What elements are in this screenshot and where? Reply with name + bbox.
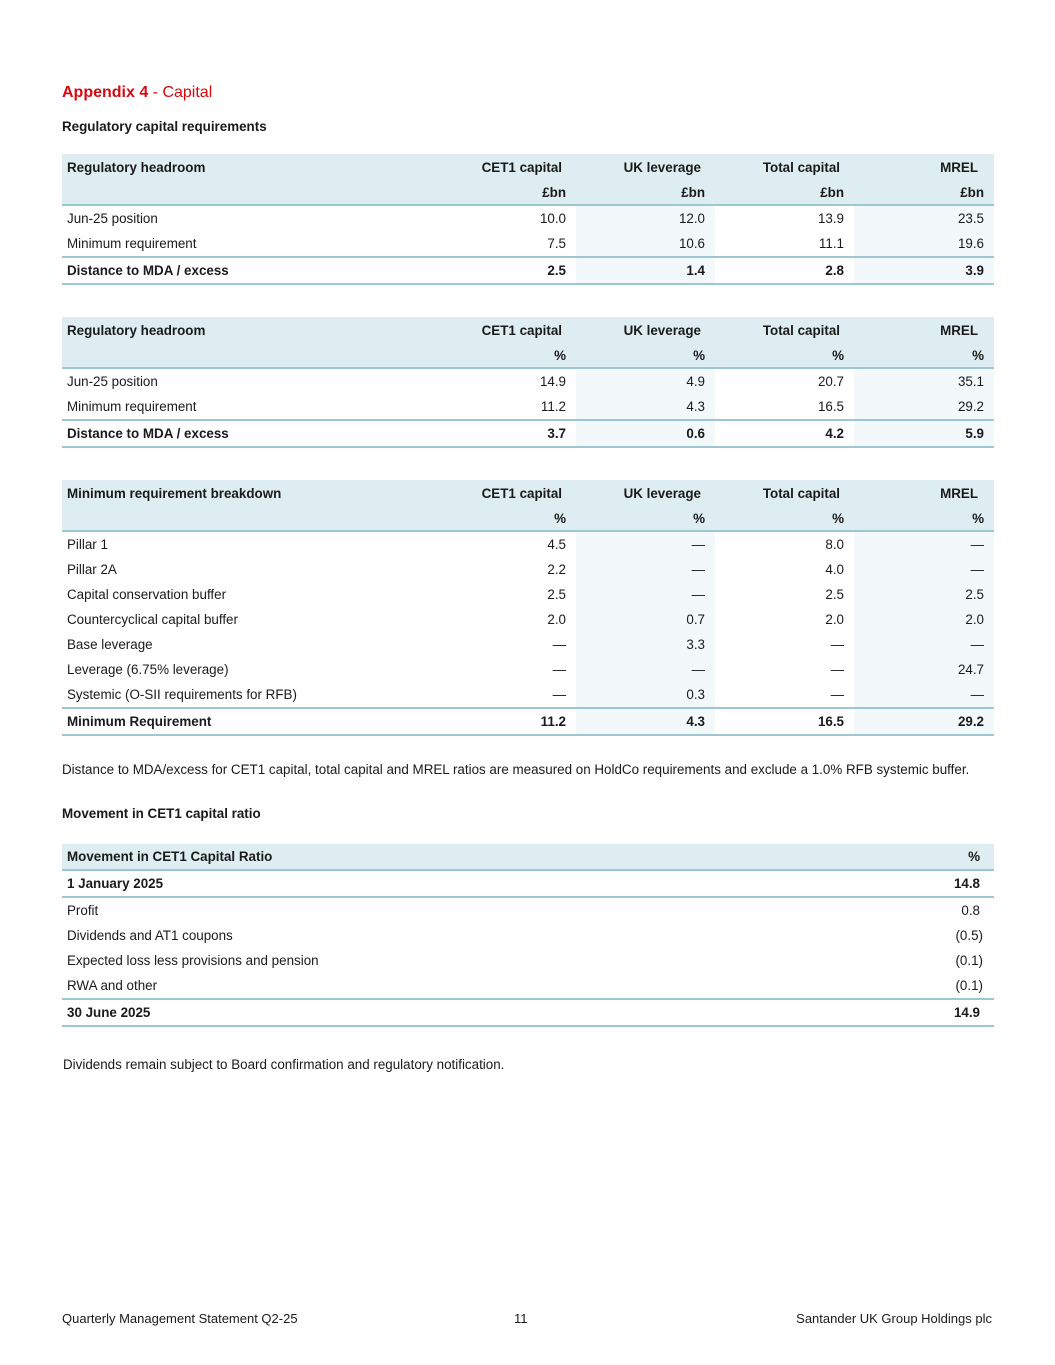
col-total-capital: Total capital — [715, 480, 854, 506]
page-content — [62, 84, 994, 1072]
cell: 12.0 — [576, 205, 715, 231]
cell: — — [854, 557, 994, 582]
cell: — — [552, 687, 566, 702]
cell: 0.8 — [961, 903, 980, 918]
cell: 2.8 — [715, 257, 854, 284]
regulatory-headroom-bn-table — [62, 154, 994, 285]
table-row — [62, 394, 994, 420]
units-spacer — [62, 343, 437, 368]
table-row — [62, 205, 994, 231]
unit-cell: % — [854, 343, 994, 368]
unit-cell: % — [576, 506, 715, 531]
appendix-number: Appendix 4 — [62, 84, 149, 101]
col-total-capital: Total capital — [715, 154, 854, 180]
cell: — — [830, 637, 844, 652]
section-title-cet1-movement: Movement in CET1 capital ratio — [62, 806, 261, 821]
cell: — — [552, 662, 566, 677]
unit-cell: % — [528, 844, 994, 870]
unit-cell: £bn — [576, 180, 715, 205]
table-header-row — [62, 317, 994, 343]
col-cet1: CET1 capital — [437, 154, 576, 180]
row-label: Countercyclical capital buffer — [67, 612, 238, 627]
units-spacer — [62, 180, 437, 205]
table-row — [62, 231, 994, 257]
cell: 2.0 — [825, 612, 844, 627]
table-units-row — [62, 180, 994, 205]
table-units-row — [62, 343, 994, 368]
cell: 13.9 — [817, 211, 844, 226]
row-label: Minimum requirement — [67, 399, 197, 414]
cell: 23.5 — [854, 205, 994, 231]
col-cet1: CET1 capital — [437, 317, 576, 343]
regulatory-headroom-pct-table — [62, 317, 994, 448]
cell: 19.6 — [854, 231, 994, 257]
row-label: RWA and other — [67, 978, 158, 993]
unit-cell: % — [715, 343, 854, 368]
appendix-subject: - Capital — [148, 84, 213, 101]
cell: 3.7 — [437, 420, 576, 447]
unit-cell: % — [576, 343, 715, 368]
appendix-title — [62, 84, 994, 102]
cell: 29.2 — [854, 394, 994, 420]
table-header-row — [62, 844, 994, 870]
cell: — — [576, 657, 715, 682]
cell: (0.1) — [955, 953, 983, 968]
row-label: Capital conservation buffer — [67, 587, 227, 602]
cell: (0.1) — [955, 978, 983, 993]
cell: 4.0 — [825, 562, 844, 577]
unit-cell: £bn — [715, 180, 854, 205]
col-uk-leverage: UK leverage — [576, 480, 715, 506]
header-label: Regulatory headroom — [62, 154, 437, 180]
col-uk-leverage: UK leverage — [576, 317, 715, 343]
row-label: Profit — [67, 903, 99, 918]
unit-cell: £bn — [437, 180, 576, 205]
cell: 4.2 — [715, 420, 854, 447]
cell: 2.0 — [547, 612, 566, 627]
unit-cell: % — [437, 506, 576, 531]
cell: 2.0 — [854, 607, 994, 632]
table-row — [62, 682, 994, 708]
cell: 4.5 — [547, 537, 566, 552]
cell: 0.3 — [576, 682, 715, 708]
cell: — — [576, 557, 715, 582]
row-label: Systemic (O-SII requirements for RFB) — [67, 687, 297, 702]
table-row — [62, 973, 994, 999]
table-units-row — [62, 506, 994, 531]
col-mrel: MREL — [854, 154, 994, 180]
cell: 1.4 — [576, 257, 715, 284]
row-label: Distance to MDA / excess — [62, 420, 437, 447]
table-total-row — [62, 708, 994, 735]
row-label: Distance to MDA / excess — [62, 257, 437, 284]
row-label: 30 June 2025 — [62, 999, 528, 1026]
row-label: Pillar 1 — [67, 537, 108, 552]
cell: — — [576, 531, 715, 557]
row-label: Base leverage — [67, 637, 153, 652]
cell: 29.2 — [854, 708, 994, 735]
cell: — — [854, 531, 994, 557]
col-uk-leverage: UK leverage — [576, 154, 715, 180]
cell: 4.9 — [576, 368, 715, 394]
col-total-capital: Total capital — [715, 317, 854, 343]
cell: 7.5 — [547, 236, 566, 251]
cell: 0.7 — [576, 607, 715, 632]
row-label: Jun-25 position — [67, 211, 158, 226]
cell: — — [830, 687, 844, 702]
mda-footnote: Distance to MDA/excess for CET1 capital, total capital and MREL ratios are measured on HoldCo requirements and exclude a 1.0% RFB systemic buffer. — [62, 762, 970, 777]
table-row — [62, 368, 994, 394]
cell: 24.7 — [854, 657, 994, 682]
table-row — [62, 948, 994, 973]
cell: 5.9 — [854, 420, 994, 447]
opening-row — [62, 870, 994, 897]
row-label: 1 January 2025 — [62, 870, 528, 897]
cell: 3.9 — [854, 257, 994, 284]
footer-document-title: Quarterly Management Statement Q2-25 — [62, 1311, 298, 1326]
cell: — — [576, 582, 715, 607]
cell: 16.5 — [817, 399, 844, 414]
cell: 4.3 — [576, 708, 715, 735]
unit-cell: % — [715, 506, 854, 531]
cell: 0.6 — [576, 420, 715, 447]
section-title-regulatory-capital: Regulatory capital requirements — [62, 119, 267, 134]
table-row — [62, 557, 994, 582]
table-total-row — [62, 420, 994, 447]
table-row — [62, 582, 994, 607]
closing-row — [62, 999, 994, 1026]
cet1-movement-table — [62, 844, 994, 1027]
col-cet1: CET1 capital — [437, 480, 576, 506]
cell: — — [854, 682, 994, 708]
table-row — [62, 897, 994, 923]
header-label: Movement in CET1 Capital Ratio — [62, 844, 528, 870]
cell: 2.5 — [437, 257, 576, 284]
unit-cell: % — [854, 506, 994, 531]
unit-cell: % — [437, 343, 576, 368]
table-row — [62, 607, 994, 632]
row-label: Dividends and AT1 coupons — [67, 928, 233, 943]
table-row — [62, 923, 994, 948]
footer-company-name: Santander UK Group Holdings plc — [796, 1311, 992, 1326]
table-header-row — [62, 154, 994, 180]
row-label: Jun-25 position — [67, 374, 158, 389]
header-label: Regulatory headroom — [62, 317, 437, 343]
row-label: Expected loss less provisions and pension — [67, 953, 319, 968]
col-mrel: MREL — [854, 480, 994, 506]
cell: 35.1 — [854, 368, 994, 394]
row-label: Pillar 2A — [67, 562, 117, 577]
table-header-row — [62, 480, 994, 506]
table-row — [62, 657, 994, 682]
cell: 20.7 — [817, 374, 844, 389]
cell: — — [830, 662, 844, 677]
minimum-requirement-breakdown-table — [62, 480, 994, 736]
table-row — [62, 632, 994, 657]
cell: 14.9 — [528, 999, 994, 1026]
table-total-row — [62, 257, 994, 284]
header-label: Minimum requirement breakdown — [62, 480, 437, 506]
cell: 8.0 — [825, 537, 844, 552]
cell: 4.3 — [576, 394, 715, 420]
page-number: 11 — [514, 1311, 528, 1326]
cell: 2.5 — [825, 587, 844, 602]
dividends-note: Dividends remain subject to Board confirmation and regulatory notification. — [63, 1057, 505, 1072]
cell: 2.5 — [854, 582, 994, 607]
cell: 14.8 — [528, 870, 994, 897]
cell: 2.2 — [547, 562, 566, 577]
cell: 3.3 — [576, 632, 715, 657]
cell: (0.5) — [955, 928, 983, 943]
cell: 16.5 — [715, 708, 854, 735]
table-row — [62, 531, 994, 557]
row-label: Minimum requirement — [67, 236, 197, 251]
cell: 14.9 — [539, 374, 566, 389]
cell: — — [854, 632, 994, 657]
cell: 11.2 — [437, 708, 576, 735]
unit-cell: £bn — [854, 180, 994, 205]
col-mrel: MREL — [854, 317, 994, 343]
cell: 2.5 — [547, 587, 566, 602]
cell: 10.0 — [539, 211, 566, 226]
cell: 11.2 — [540, 399, 566, 414]
units-spacer — [62, 506, 437, 531]
cell: 10.6 — [576, 231, 715, 257]
cell: 11.1 — [818, 236, 844, 251]
row-label: Leverage (6.75% leverage) — [67, 662, 229, 677]
cell: — — [552, 637, 566, 652]
row-label: Minimum Requirement — [62, 708, 437, 735]
